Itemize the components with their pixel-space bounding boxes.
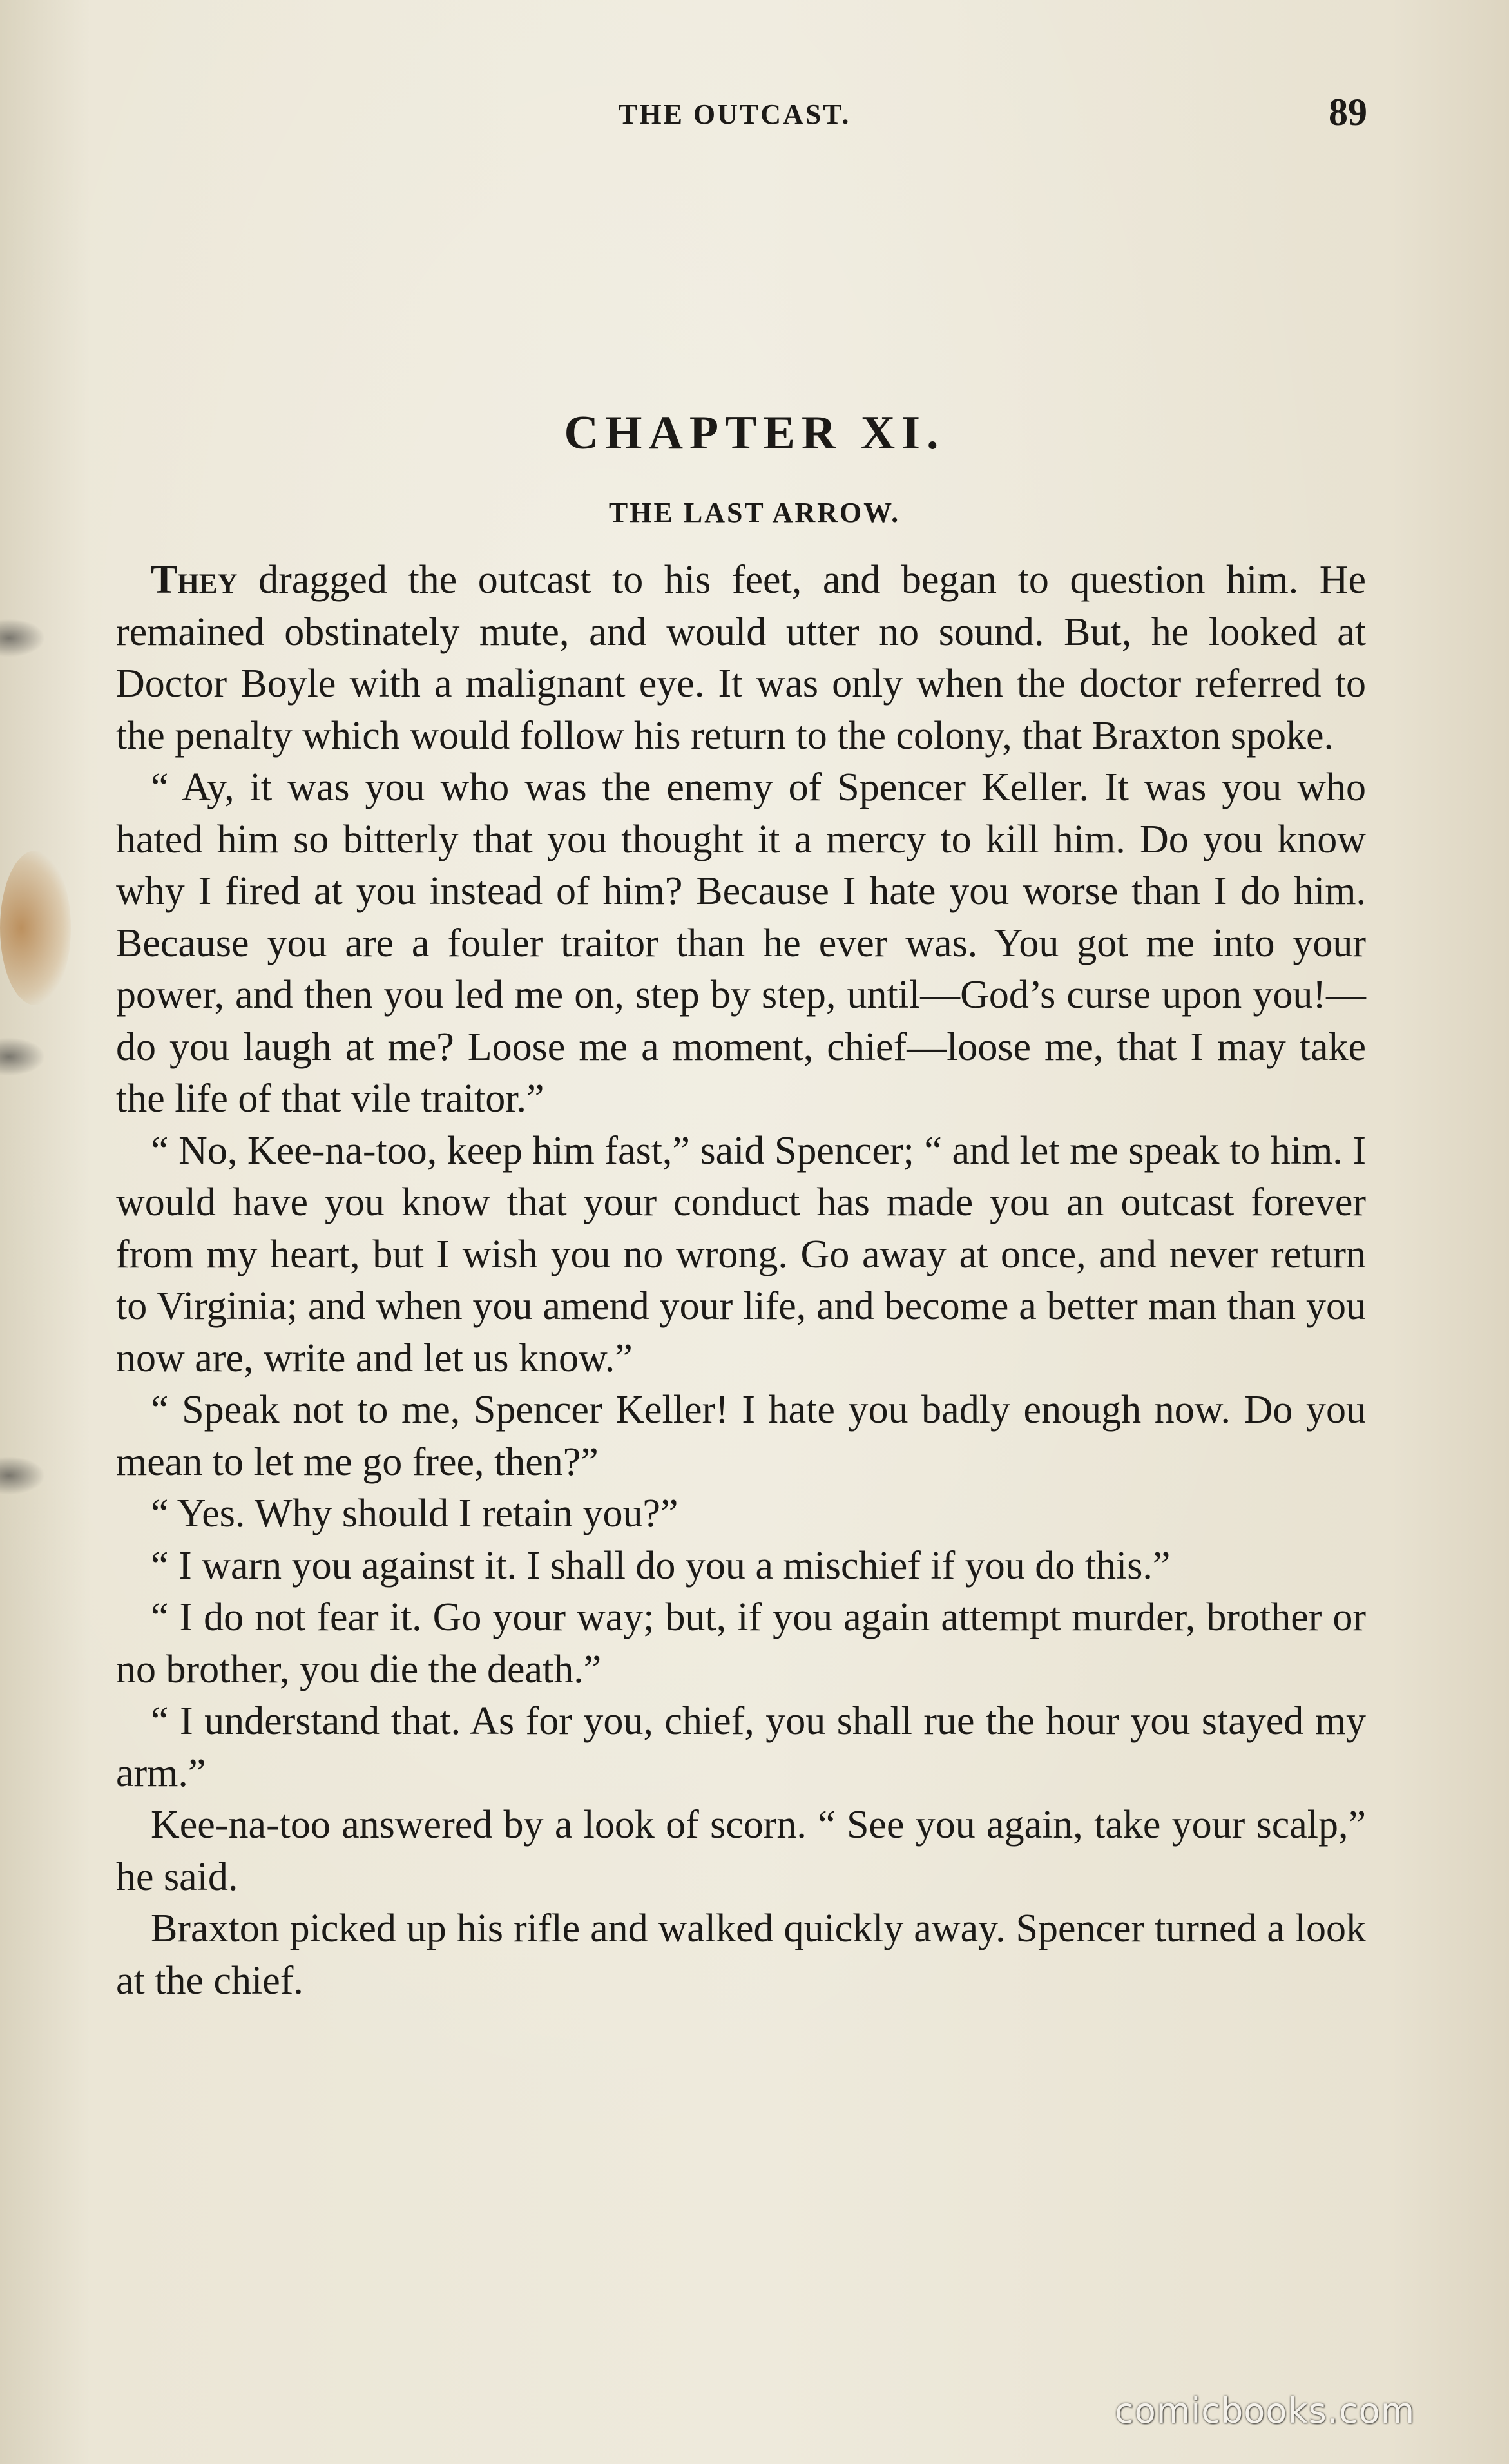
binding-tear-middle bbox=[0, 1037, 45, 1076]
paragraph-4: “ Speak not to me, Spencer Keller! I hate you badly enough now. Do you mean to let me go free, then?” bbox=[116, 1388, 1366, 1484]
paragraph-1 bbox=[116, 554, 1366, 762]
chapter-subtitle: THE LAST ARROW. bbox=[608, 497, 901, 528]
paragraph-10: Braxton picked up his rifle and walked quickly away. Spencer turned a look at the chief. bbox=[116, 1907, 1366, 2003]
paragraph-text: dragged the outcast to his feet, and began to question him. He remained obstinately mute, and would utter no sound. But, he looked at Doctor Boyle with a malignant eye. It was only when the doctor referred to the penalty which would follow his return to the colony, that Braxton spoke. bbox=[116, 558, 1366, 758]
paragraph-5: “ Yes. Why should I retain you?” bbox=[151, 1492, 678, 1535]
paragraph-9: Kee-na-too answered by a look of scorn. “ See you again, take your scalp,” he said. bbox=[116, 1803, 1366, 1899]
binding-tear-bottom bbox=[0, 1456, 45, 1495]
paragraph-6: “ I warn you against it. I shall do you a mischief if you do this.” bbox=[151, 1543, 1171, 1588]
page-header bbox=[0, 90, 1509, 142]
paragraph-8: “ I understand that. As for you, chief, you shall rue the hour you stayed my arm.” bbox=[116, 1699, 1366, 1795]
paper-stain bbox=[0, 851, 71, 1005]
drop-word: They bbox=[151, 558, 238, 602]
chapter-title: CHAPTER XI. bbox=[564, 407, 945, 459]
watermark: comicbooks.com bbox=[1115, 2391, 1416, 2431]
body-text bbox=[116, 554, 1366, 2007]
paragraph-3: “ No, Kee-na-too, keep him fast,” said Spencer; “ and let me speak to him. I would have you know that your conduct has made you an outcast forever from my heart, but I wish you no wrong. Go away at once, and never return to Virginia; and when you amend your life, and become a better man than you now are, write and let us know.” bbox=[116, 1128, 1366, 1380]
paragraph-2: “ Ay, it was you who was the enemy of Spencer Keller. It was you who hated him so bitterly that you thought it a mercy to kill him. Do you know why I fired at you instead of him? Because I hate you worse than I do him. Because you are a fouler traitor than he ever was. You got me into your power, and then you led me on, step by step, until—God’s curse upon you!—do you laugh at me? Loose me a moment, chief—loose me, that I may take the life of that vile traitor.” bbox=[116, 765, 1366, 1121]
page-number: 89 bbox=[1329, 91, 1367, 133]
binding-tear-top bbox=[0, 619, 45, 657]
running-head: THE OUTCAST. bbox=[619, 99, 851, 130]
paragraph-7: “ I do not fear it. Go your way; but, if you again attempt murder, brother or no brother, you die the death.” bbox=[116, 1595, 1366, 1691]
